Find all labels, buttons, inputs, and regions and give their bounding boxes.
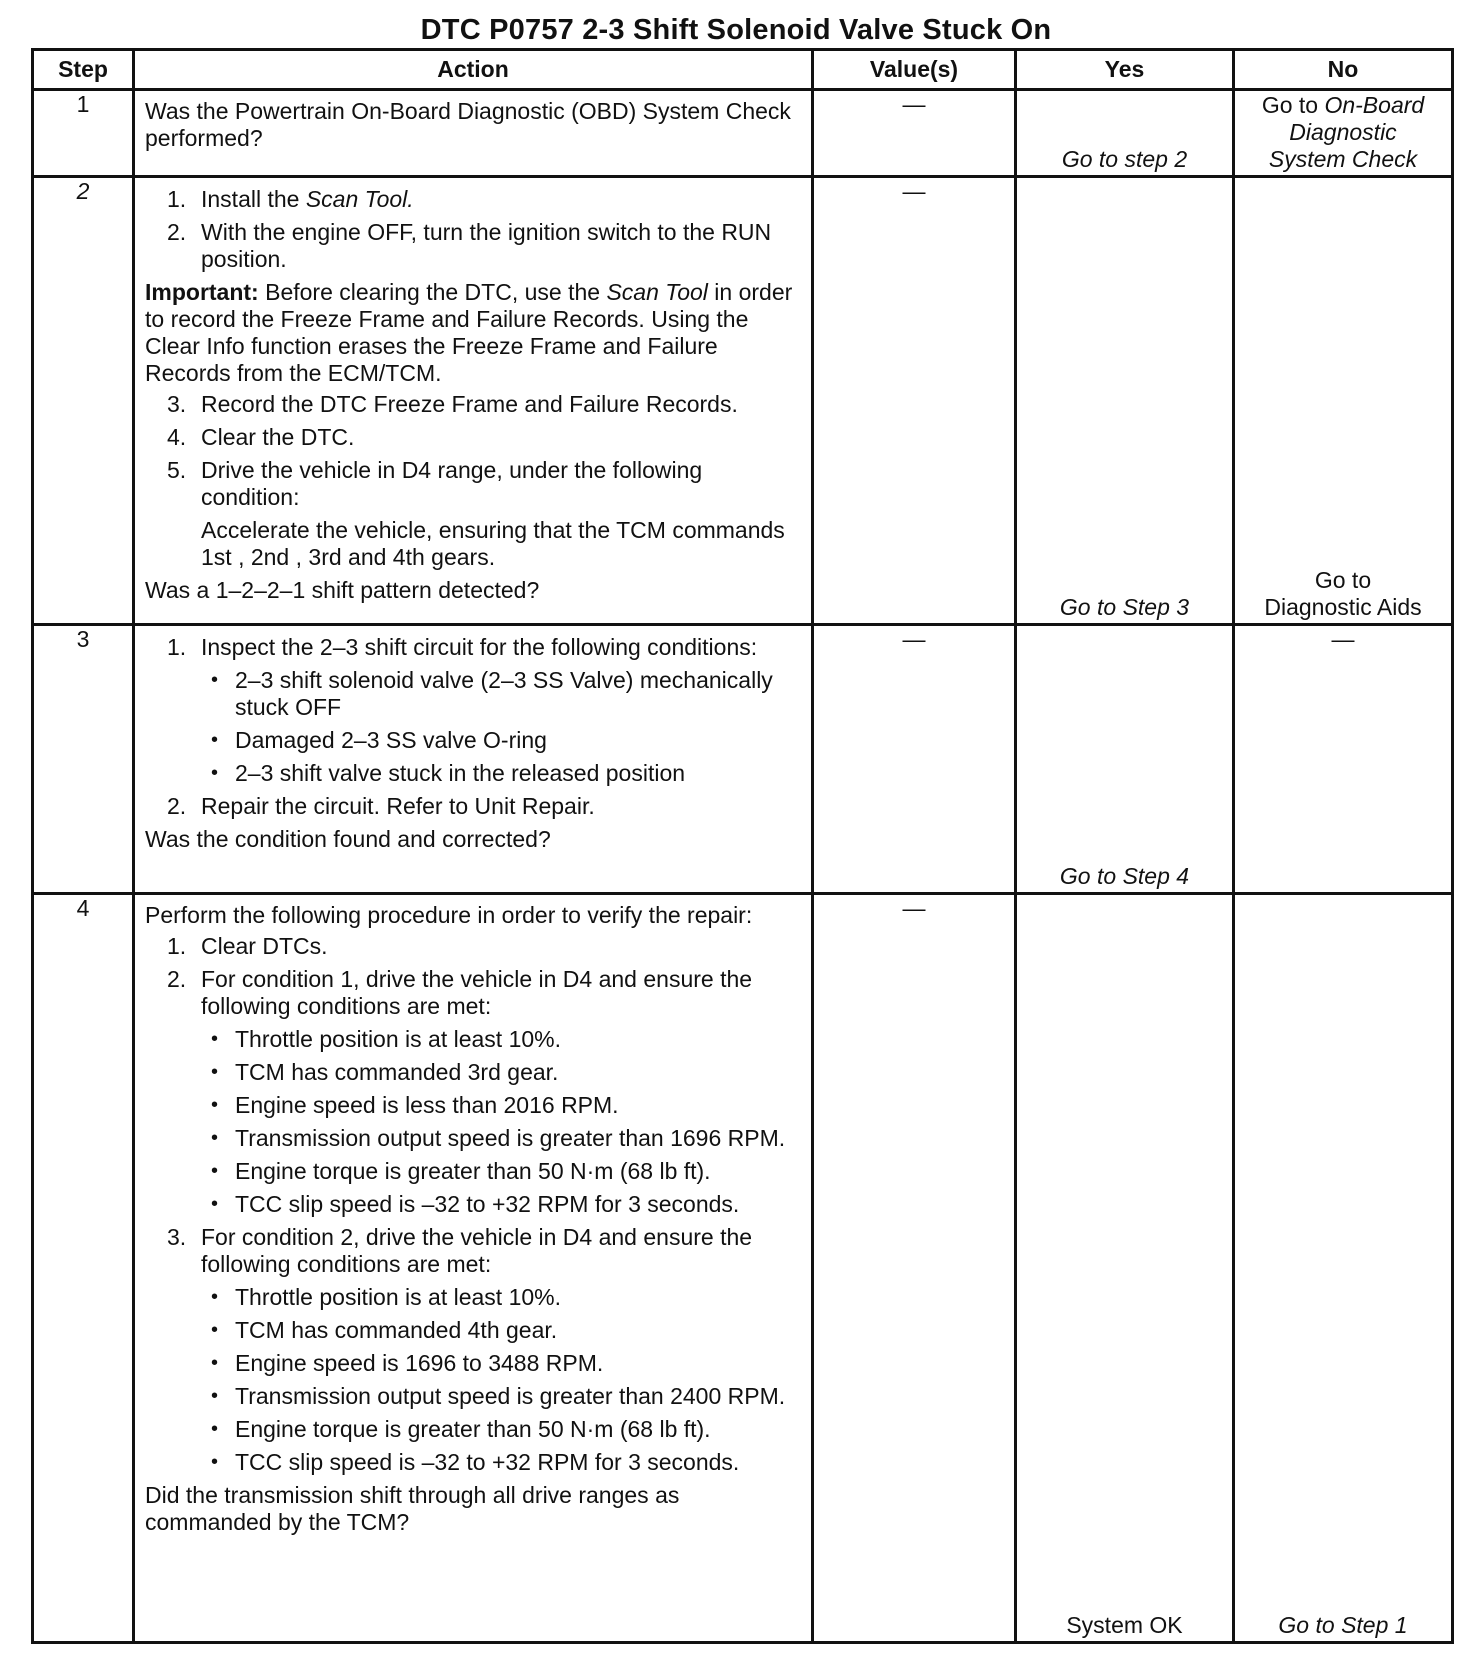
yes-link[interactable]: Go to Step 3 xyxy=(1059,594,1190,620)
yes-link[interactable]: Go to step 2 xyxy=(1061,146,1188,172)
list-item: • Engine torque is greater than 50 N·m (68 lb ft). xyxy=(201,1416,803,1443)
no-link-line2: Diagnostic xyxy=(1289,119,1397,145)
step-number: 4 xyxy=(33,894,134,1643)
action-cell xyxy=(134,90,813,177)
no-link-line3: System Check xyxy=(1268,146,1418,172)
no-link[interactable] xyxy=(1235,92,1451,173)
table-row-step-2 xyxy=(33,177,1453,625)
action-cell xyxy=(134,625,813,894)
procedure-step: 2. Repair the circuit. Refer to Unit Repair. xyxy=(167,793,595,819)
question-text: Was a 1–2–2–1 shift pattern detected? xyxy=(145,577,540,603)
step-number: 1 xyxy=(33,90,134,177)
value-cell: — xyxy=(813,625,1016,894)
step-number: 2 xyxy=(33,177,134,625)
intro-text: Perform the following procedure in order to verify the repair: xyxy=(145,902,753,928)
step-number: 3 xyxy=(33,625,134,894)
no-cell xyxy=(1234,90,1453,177)
yes-result: System OK xyxy=(1066,1612,1183,1638)
no-cell xyxy=(1234,177,1453,625)
value-cell: — xyxy=(813,894,1016,1643)
no-link-line1: Go to xyxy=(1314,567,1372,593)
yes-cell xyxy=(1016,894,1234,1643)
condition-list xyxy=(201,1026,803,1218)
procedure-list xyxy=(145,391,803,511)
procedure-step: 3. For condition 2, drive the vehicle in D4 and ensure the following conditions are met: • Throttle position is at least 10%. • TCM has commanded 4th gear. • Engine speed is 1696 to 3488 RPM. • Transmission output speed is greater than 2400 RPM. • Engine torque is greater than 50 N·m (68 lb ft). • TCC slip speed is –32 to +32 RPM for 3 seconds. xyxy=(145,1224,803,1476)
list-item: • 2–3 shift solenoid valve (2–3 SS Valve) mechanically stuck OFF xyxy=(201,667,803,721)
header-no: No xyxy=(1234,50,1453,90)
no-link[interactable]: Go to Step 1 xyxy=(1278,1612,1408,1638)
list-item: • 2–3 shift valve stuck in the released position xyxy=(201,760,803,787)
table-header-row xyxy=(33,50,1453,90)
list-item: • Engine torque is greater than 50 N·m (68 lb ft). xyxy=(201,1158,803,1185)
condition-list xyxy=(201,667,803,787)
document-title: DTC P0757 2-3 Shift Solenoid Valve Stuck On xyxy=(420,14,1052,46)
question-text: Did the transmission shift through all drive ranges as commanded by the TCM? xyxy=(145,1482,680,1535)
procedure-step: 2. For condition 1, drive the vehicle in D4 and ensure the following conditions are met: • Throttle position is at least 10%. • TCM has commanded 3rd gear. • Engine speed is less than 2016 RPM. • Transmission output speed is greater than 1696 RPM. • Engine torque is greater than 50 N·m (68 lb ft). • TCC slip speed is –32 to +32 RPM for 3 seconds. xyxy=(145,966,803,1218)
procedure-step: 1. Install the Scan Tool. xyxy=(167,186,414,212)
procedure-list xyxy=(145,933,803,1476)
condition-list xyxy=(201,1284,803,1476)
procedure-list xyxy=(145,186,803,273)
list-item: • Throttle position is at least 10%. xyxy=(201,1026,803,1053)
list-item: • Transmission output speed is greater than 2400 RPM. xyxy=(201,1383,803,1410)
procedure-step: 5. Drive the vehicle in D4 range, under the following condition: xyxy=(167,457,703,510)
header-yes: Yes xyxy=(1016,50,1234,90)
diagnostic-table xyxy=(31,48,1454,1644)
procedure-step: 1. Inspect the 2–3 shift circuit for the following conditions: • 2–3 shift solenoid valve (2–3 SS Valve) mechanically stuck OFF • Damaged 2–3 SS valve O-ring • 2–3 shift valve stuck in the released position xyxy=(145,634,803,787)
table-row-step-4 xyxy=(33,894,1453,1643)
important-note: Important: Before clearing the DTC, use the Scan Tool in order to record the Freeze Frame and Failure Records. Using the Clear Info function erases the Freeze Frame and Failure Records from the ECM/TCM. xyxy=(145,279,793,386)
list-item: • Engine speed is 1696 to 3488 RPM. xyxy=(201,1350,803,1377)
no-link-line2: Diagnostic Aids xyxy=(1264,594,1422,620)
procedure-step: 1. Clear DTCs. xyxy=(167,933,328,959)
action-cell xyxy=(134,894,813,1643)
procedure-step: 4. Clear the DTC. xyxy=(167,424,355,450)
list-item: • TCC slip speed is –32 to +32 RPM for 3 seconds. xyxy=(201,1191,803,1218)
no-link[interactable] xyxy=(1235,567,1451,621)
question-text: Was the condition found and corrected? xyxy=(145,826,551,852)
header-step: Step xyxy=(33,50,134,90)
list-item: • TCM has commanded 3rd gear. xyxy=(201,1059,803,1086)
yes-cell xyxy=(1016,90,1234,177)
list-item: • Transmission output speed is greater than 1696 RPM. xyxy=(201,1125,803,1152)
no-link-line1: On-Board xyxy=(1324,92,1425,118)
list-item: • TCC slip speed is –32 to +32 RPM for 3 seconds. xyxy=(201,1449,803,1476)
table-row-step-3 xyxy=(33,625,1453,894)
value-cell: — xyxy=(813,177,1016,625)
list-item: • Throttle position is at least 10%. xyxy=(201,1284,803,1311)
question-text: Was the Powertrain On-Board Diagnostic (OBD) System Check performed? xyxy=(145,98,791,151)
procedure-list xyxy=(145,634,803,820)
header-action: Action xyxy=(134,50,813,90)
value-cell: — xyxy=(813,90,1016,177)
list-item: • Engine speed is less than 2016 RPM. xyxy=(201,1092,803,1119)
no-cell xyxy=(1234,894,1453,1643)
list-item: • TCM has commanded 4th gear. xyxy=(201,1317,803,1344)
yes-cell xyxy=(1016,177,1234,625)
yes-cell xyxy=(1016,625,1234,894)
header-values: Value(s) xyxy=(813,50,1016,90)
procedure-step: 2. With the engine OFF, turn the ignition switch to the RUN position. xyxy=(167,219,772,272)
no-cell: — xyxy=(1234,625,1453,894)
table-row-step-1 xyxy=(33,90,1453,177)
yes-link[interactable]: Go to Step 4 xyxy=(1059,863,1190,889)
procedure-step: 3. Record the DTC Freeze Frame and Failure Records. xyxy=(167,391,738,417)
no-link-prefix: Go to xyxy=(1261,92,1325,118)
condition-detail: Accelerate the vehicle, ensuring that the TCM commands 1st , 2nd , 3rd and 4th gears. xyxy=(201,517,785,570)
action-cell xyxy=(134,177,813,625)
list-item: • Damaged 2–3 SS valve O-ring xyxy=(201,727,803,754)
